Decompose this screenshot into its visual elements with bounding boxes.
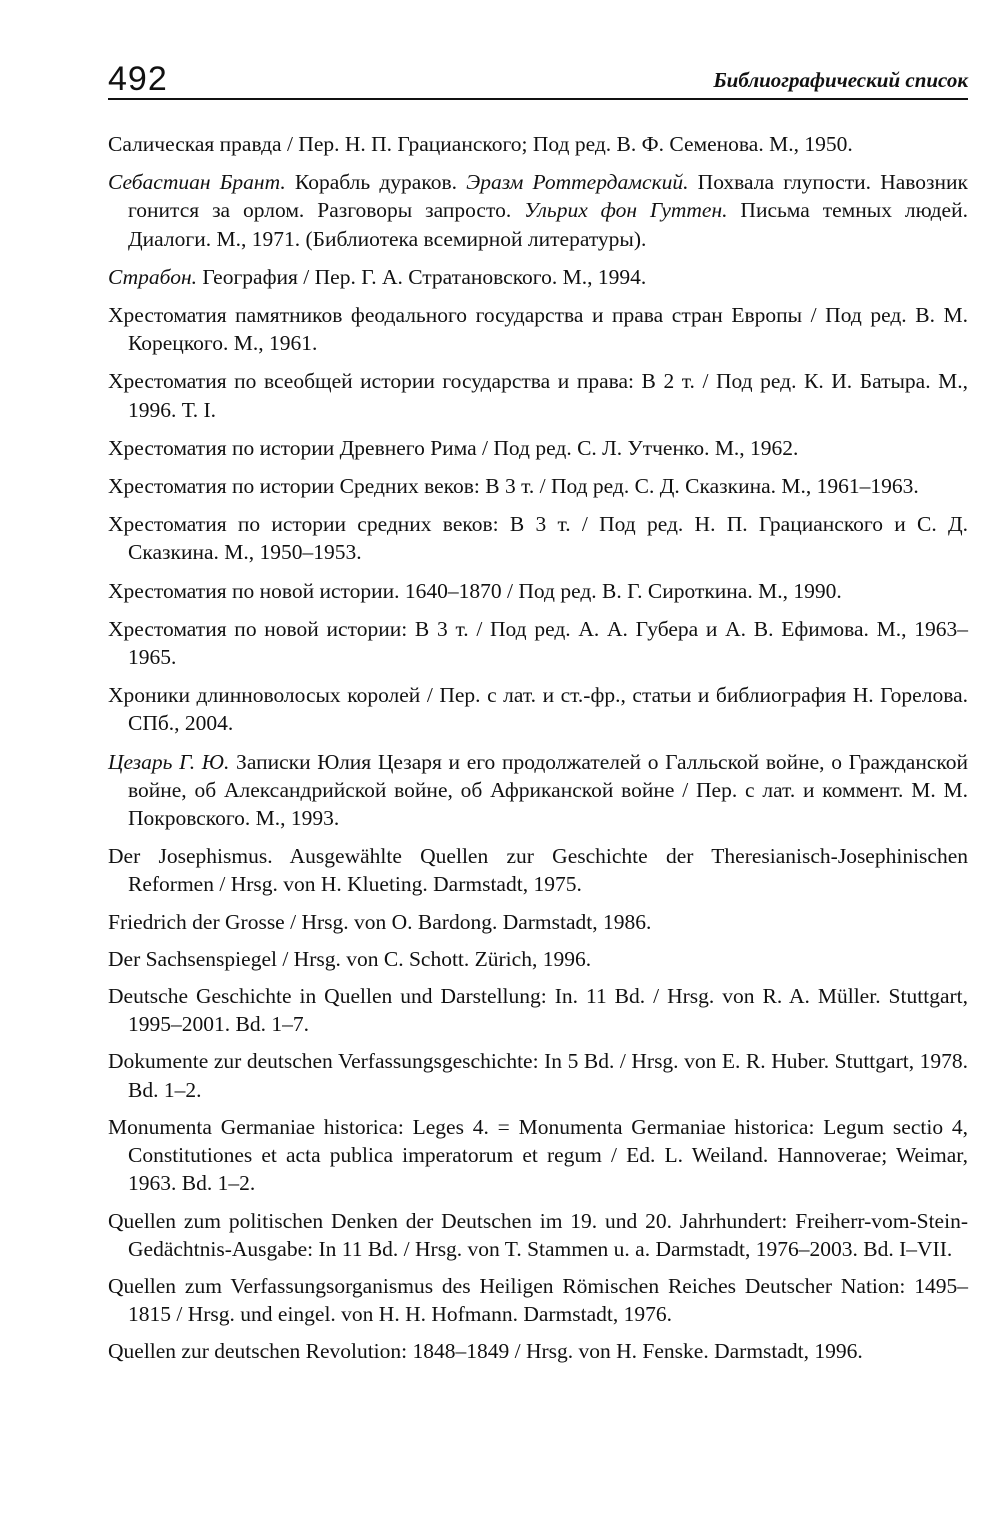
entry-text: Записки Юлия Цезаря и его продолжателей о Галльской войне, о Гражданской войне, об Александрийской войне, об Африканской войне / Пер. с лат. и коммент. М. М. Покровского. М., 1993. bbox=[128, 749, 969, 831]
entry-text: Хрестоматия по истории Средних веков: В 3 т. / Под ред. С. Д. Сказкина. М., 1961–1963. bbox=[108, 474, 919, 499]
page-number: 492 bbox=[108, 60, 168, 98]
entry-author: Страбон. bbox=[108, 264, 197, 289]
entry-author: Эразм Роттердамский. bbox=[466, 170, 689, 195]
entry-author: Ульрих фон Гуттен. bbox=[524, 198, 728, 223]
bibliography-entry bbox=[108, 681, 968, 737]
entry-text: Deutsche Geschichte in Quellen und Darstellung: In. 11 Bd. / Hrsg. von R. A. Müller. Stuttgart, 1995–2001. Bd. 1–7. bbox=[108, 984, 968, 1037]
entry-text: Dokumente zur deutschen Verfassungsgeschichte: In 5 Bd. / Hrsg. von E. R. Huber. Stuttgart, 1978. Bd. 1–2. bbox=[108, 1049, 968, 1102]
bibliography-entry bbox=[108, 263, 968, 291]
entry-text: Хроники длинноволосых королей / Пер. с лат. и ст.-фр., статьи и библиография Н. Горелова. СПб., 2004. bbox=[108, 683, 968, 736]
bibliography-entry bbox=[108, 842, 968, 898]
bibliography-entry bbox=[108, 577, 968, 605]
entry-text: Похвала глупости. Навозник гонится за орлом. Разговоры запросто. bbox=[128, 170, 968, 223]
bibliography-entry bbox=[108, 1272, 968, 1328]
bibliography-entry bbox=[108, 1337, 968, 1365]
entry-text: Хрестоматия по новой истории: В 3 т. / Под ред. А. А. Губера и А. В. Ефимова. М., 1963–1965. bbox=[108, 616, 968, 670]
entry-text: Письма темных людей. Диалоги. М., 1971. (Библиотека всемирной литературы). bbox=[128, 198, 968, 251]
bibliography-entry bbox=[108, 615, 968, 671]
bibliography-entry bbox=[108, 945, 968, 973]
entry-text: Quellen zur deutschen Revolution: 1848–1849 / Hrsg. von H. Fenske. Darmstadt, 1996. bbox=[108, 1339, 863, 1364]
entry-text: Хрестоматия памятников феодального государства и права стран Европы / Под ред. В. М. Корецкого. М., 1961. bbox=[108, 303, 968, 356]
bibliography-entry bbox=[108, 908, 968, 936]
bibliography-list bbox=[108, 130, 968, 1366]
entry-text: Корабль дураков. bbox=[285, 170, 467, 195]
bibliography-entry bbox=[108, 982, 968, 1038]
bibliography-entry bbox=[108, 301, 968, 357]
page-header bbox=[108, 52, 968, 100]
bibliography-entry bbox=[108, 1207, 968, 1263]
bibliography-entry bbox=[108, 168, 968, 253]
bibliography-entry bbox=[108, 367, 968, 423]
bibliography-entry bbox=[108, 510, 968, 566]
entry-text: Monumenta Germaniae historica: Leges 4. = Monumenta Germaniae historica: Legum sectio 4, Constitutiones et acta publica imperatorum et regum / Ed. L. Weiland. Hannoverae; Weimar, 1963. Bd. 1–2. bbox=[108, 1114, 968, 1196]
bibliography-entry bbox=[108, 434, 968, 462]
entry-author: Цезарь Г. Ю. bbox=[108, 749, 230, 774]
entry-text: География / Пер. Г. А. Стратановского. М., 1994. bbox=[197, 264, 647, 289]
entry-text: Хрестоматия по истории Древнего Рима / Под ред. С. Л. Утченко. М., 1962. bbox=[108, 435, 799, 460]
entry-text: Quellen zum politischen Denken der Deutschen im 19. und 20. Jahrhundert: Freiherr-vom-Stein-Gedächtnis-Ausgabe: In 11 Bd. / Hrsg. von T. Stammen u. a. Darmstadt, 1976–2003. Bd. I–VII. bbox=[108, 1208, 968, 1261]
bibliography-entry bbox=[108, 1113, 968, 1198]
bibliography-entry bbox=[108, 1047, 968, 1103]
entry-text: Хрестоматия по истории средних веков: В 3 т. / Под ред. Н. П. Грацианского и С. Д. Сказкина. М., 1950–1953. bbox=[108, 512, 968, 565]
entry-text: Quellen zum Verfassungsorganismus des Heiligen Römischen Reiches Deutscher Nation: 1495–1815 / Hrsg. und eingel. von H. H. Hofmann. Darmstadt, 1976. bbox=[108, 1273, 968, 1327]
entry-text: Friedrich der Grosse / Hrsg. von O. Bardong. Darmstadt, 1986. bbox=[108, 909, 652, 934]
entry-text: Der Josephismus. Ausgewählte Quellen zur Geschichte der Theresianisch-Josephinischen Reformen / Hrsg. von H. Klueting. Darmstadt, 1975. bbox=[108, 844, 968, 897]
book-page bbox=[108, 52, 968, 1375]
bibliography-entry bbox=[108, 130, 968, 158]
entry-text: Салическая правда / Пер. Н. П. Грацианского; Под ред. В. Ф. Семенова. М., 1950. bbox=[108, 132, 853, 156]
entry-text: Хрестоматия по новой истории. 1640–1870 / Под ред. В. Г. Сироткина. М., 1990. bbox=[108, 578, 842, 603]
entry-text: Хрестоматия по всеобщей истории государства и права: В 2 т. / Под ред. К. И. Батыра. М., 1996. Т. I. bbox=[108, 369, 968, 422]
running-title: Библиографический список bbox=[713, 68, 968, 92]
bibliography-entry bbox=[108, 472, 968, 500]
bibliography-entry bbox=[108, 748, 968, 833]
entry-author: Себастиан Брант. bbox=[108, 170, 286, 195]
entry-text: Der Sachsenspiegel / Hrsg. von C. Schott. Zürich, 1996. bbox=[108, 946, 592, 971]
